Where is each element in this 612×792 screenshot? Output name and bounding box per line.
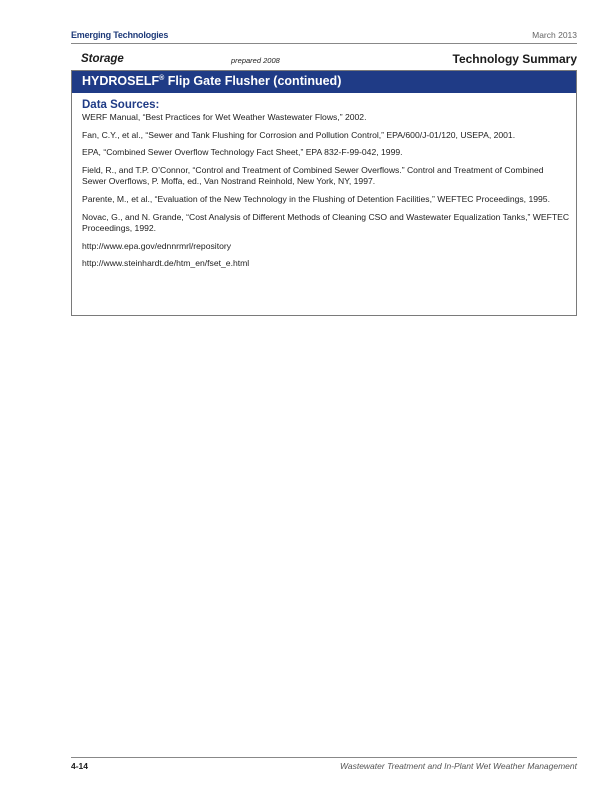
header-divider — [71, 43, 577, 44]
registered-mark: ® — [159, 74, 165, 82]
header-date: March 2013 — [532, 30, 577, 40]
reference-item: Parente, M., et al., “Evaluation of the New Technology in the Flushing of Detention Facilities,” WEFTEC Proceedings, 1995. — [82, 193, 550, 204]
reference-link-epa[interactable]: http://www.epa.gov/ednnrmrl/repository — [82, 240, 232, 251]
page-number: 4-14 — [71, 761, 89, 771]
panel-title-main: HYDROSELF — [82, 74, 160, 88]
reference-link-steinhardt[interactable]: http://www.steinhardt.de/htm_en/fset_e.html — [82, 258, 250, 269]
subheader — [71, 52, 577, 68]
panel-content — [82, 99, 570, 276]
reference-item: WERF Manual, “Best Practices for Wet Weather Wastewater Flows,” 2002. — [82, 112, 367, 122]
panel-title-bar — [72, 71, 576, 93]
panel-title — [82, 74, 341, 88]
summary-label: Technology Summary — [452, 52, 577, 66]
data-sources-heading: Data Sources: — [82, 99, 160, 111]
prepared-label: prepared 2008 — [231, 56, 280, 65]
footer-divider — [71, 757, 577, 758]
reference-item: EPA, “Combined Sewer Overflow Technology Fact Sheet,” EPA 832-F-99-042, 1999. — [82, 147, 403, 158]
panel-title-rest: Flip Gate Flusher (continued) — [164, 74, 342, 88]
reference-item: Novac, G., and N. Grande, “Cost Analysis of Different Methods of Cleaning CSO and Wastewater Equalization Tanks,” WEFTEC Proceedings, 1992. — [82, 211, 570, 234]
data-sources-panel — [71, 70, 577, 316]
page-header — [71, 30, 577, 43]
section-label: Storage — [81, 53, 124, 65]
footer-title: Wastewater Treatment and In-Plant Wet Weather Management — [339, 761, 577, 771]
header-title: Emerging Technologies — [71, 30, 169, 40]
reference-item: Field, R., and T.P. O’Connor, “Control and Treatment of Combined Sewer Overflows.” Control and Treatment of Combined Sewer Overflows, P. Moffa, ed., Van Nostrand Reinhold, New York, NY, 1997. — [82, 164, 544, 187]
reference-item: Fan, C.Y., et al., “Sewer and Tank Flushing for Corrosion and Pollution Control,” EPA/600/J-01/120, USEPA, 2001. — [82, 129, 516, 140]
